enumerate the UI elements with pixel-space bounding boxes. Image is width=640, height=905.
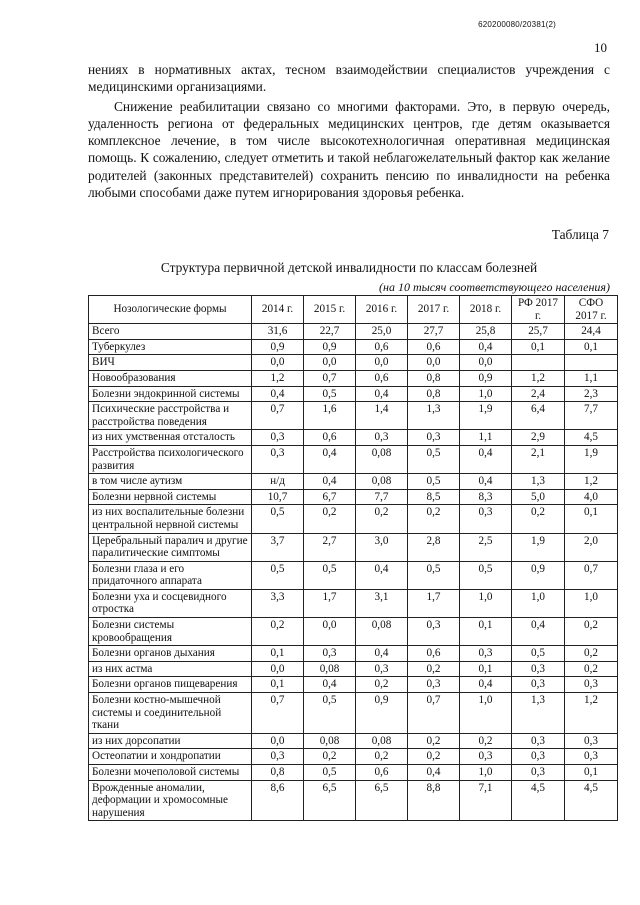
- table-cell: 0,9: [304, 339, 356, 355]
- row-label: из них воспалительные болезни центральной нервной системы: [89, 505, 252, 533]
- column-header-7: СФО 2017 г.: [565, 296, 618, 324]
- table-row: [89, 677, 618, 693]
- table-cell: 22,7: [304, 324, 356, 340]
- table-cell: 0,3: [252, 749, 304, 765]
- table-cell: 1,3: [512, 474, 565, 490]
- table-cell: 3,0: [356, 533, 408, 561]
- table-cell: 0,0: [304, 355, 356, 371]
- table-cell: 8,8: [408, 780, 460, 821]
- row-label: Новообразования: [89, 370, 252, 386]
- table-cell: 0,4: [252, 386, 304, 402]
- table-cell: 0,1: [565, 505, 618, 533]
- table-cell: 0,2: [565, 661, 618, 677]
- table-row: [89, 370, 618, 386]
- table-cell: 2,4: [512, 386, 565, 402]
- row-label: Болезни нервной системы: [89, 489, 252, 505]
- table-cell: 0,1: [460, 618, 512, 646]
- table-cell: 0,3: [408, 430, 460, 446]
- table-cell: 0,5: [408, 474, 460, 490]
- table-cell: 2,9: [512, 430, 565, 446]
- table-cell: 4,5: [512, 780, 565, 821]
- table-cell: 2,0: [565, 533, 618, 561]
- table-row: [89, 339, 618, 355]
- table-cell: 6,5: [356, 780, 408, 821]
- table-cell: 1,3: [512, 693, 565, 734]
- table-cell: 0,4: [460, 677, 512, 693]
- paragraph-rehabilitation: Снижение реабилитации связано со многими факторами. Это, в первую очередь, удаленность региона от федеральных медицинских центров, где детям оказывается комплексное лечение, в том числе высокотехнологичная оперативная медицинская помощь. К сожалению, следует отметить и такой неблагожелательный фактор как желание родителей (законных представителей) сохранить пенсию по инвалидности на ребенка любыми способами даже путем игнорирования здоровья ребенка.: [88, 98, 610, 201]
- table-cell: 0,0: [252, 661, 304, 677]
- table-cell: 25,8: [460, 324, 512, 340]
- row-label: ВИЧ: [89, 355, 252, 371]
- table-cell: 0,5: [408, 561, 460, 589]
- row-label: Болезни уха и сосцевидного отростка: [89, 589, 252, 617]
- column-header-5: 2018 г.: [460, 296, 512, 324]
- table-row: [89, 693, 618, 734]
- table-cell: 3,1: [356, 589, 408, 617]
- table-cell: 0,08: [356, 474, 408, 490]
- table-label: Таблица 7: [551, 227, 609, 242]
- table-cell: [512, 355, 565, 371]
- table-cell: 1,0: [460, 589, 512, 617]
- table-row: [89, 533, 618, 561]
- table-row: [89, 355, 618, 371]
- table-cell: 0,5: [304, 386, 356, 402]
- table-cell: 0,1: [252, 646, 304, 662]
- row-label: Болезни органов пищеварения: [89, 677, 252, 693]
- table-cell: 0,3: [460, 505, 512, 533]
- table-cell: 1,0: [565, 589, 618, 617]
- table-cell: 0,6: [304, 430, 356, 446]
- column-header-1: 2014 г.: [252, 296, 304, 324]
- table-cell: 0,2: [460, 733, 512, 749]
- row-label: Болезни глаза и его придаточного аппарата: [89, 561, 252, 589]
- table-row: [89, 646, 618, 662]
- table-row: [89, 661, 618, 677]
- table-cell: 6,7: [304, 489, 356, 505]
- table-cell: 4,5: [565, 780, 618, 821]
- table-cell: 0,4: [356, 561, 408, 589]
- table-cell: 0,7: [565, 561, 618, 589]
- table-cell: 0,3: [512, 765, 565, 781]
- table-row: [89, 474, 618, 490]
- table-cell: 0,4: [460, 339, 512, 355]
- row-label: Болезни системы кровообращения: [89, 618, 252, 646]
- table-cell: 0,9: [512, 561, 565, 589]
- table-cell: 0,2: [408, 505, 460, 533]
- table-row: [89, 589, 618, 617]
- table-cell: 0,3: [512, 749, 565, 765]
- table-cell: [565, 355, 618, 371]
- table-cell: 7,1: [460, 780, 512, 821]
- table-cell: 3,7: [252, 533, 304, 561]
- table-cell: 1,1: [565, 370, 618, 386]
- table-row: [89, 386, 618, 402]
- column-header-nosology: Нозологические формы: [89, 296, 252, 324]
- table-cell: 0,5: [304, 693, 356, 734]
- table-cell: 25,7: [512, 324, 565, 340]
- table-cell: 0,08: [304, 733, 356, 749]
- table-cell: 25,0: [356, 324, 408, 340]
- table-row: [89, 430, 618, 446]
- table-row: [89, 733, 618, 749]
- table-cell: 1,2: [252, 370, 304, 386]
- row-label: в том числе аутизм: [89, 474, 252, 490]
- disability-table: [88, 295, 618, 821]
- table-cell: 2,7: [304, 533, 356, 561]
- table-cell: 0,2: [408, 749, 460, 765]
- table-cell: 4,5: [565, 430, 618, 446]
- row-label: Болезни костно-мышечной системы и соединительной ткани: [89, 693, 252, 734]
- table-cell: 0,3: [356, 430, 408, 446]
- table-cell: 0,08: [356, 733, 408, 749]
- table-cell: 0,5: [252, 505, 304, 533]
- column-header-6: РФ 2017 г.: [512, 296, 565, 324]
- table-cell: 0,3: [565, 677, 618, 693]
- table-cell: 1,9: [512, 533, 565, 561]
- table-cell: 0,08: [356, 445, 408, 473]
- row-label: Психические расстройства и расстройства поведения: [89, 402, 252, 430]
- table-cell: 0,2: [408, 733, 460, 749]
- column-header-3: 2016 г.: [356, 296, 408, 324]
- table-cell: 0,3: [252, 445, 304, 473]
- table-cell: 7,7: [356, 489, 408, 505]
- table-cell: 0,0: [408, 355, 460, 371]
- row-label: из них астма: [89, 661, 252, 677]
- paragraph-continued: нениях в нормативных актах, тесном взаимодействии специалистов учреждения с медицинскими организациями.: [88, 62, 610, 95]
- column-header-4: 2017 г.: [408, 296, 460, 324]
- table-cell: 0,2: [304, 749, 356, 765]
- row-label: Болезни органов дыхания: [89, 646, 252, 662]
- table-cell: 0,7: [408, 693, 460, 734]
- table-cell: 0,4: [356, 646, 408, 662]
- table-cell: 0,6: [408, 339, 460, 355]
- table-cell: 1,7: [408, 589, 460, 617]
- table-cell: 0,2: [356, 505, 408, 533]
- table-cell: 0,2: [356, 677, 408, 693]
- table-row: [89, 765, 618, 781]
- table-cell: 0,0: [252, 355, 304, 371]
- table-cell: 6,5: [304, 780, 356, 821]
- table-cell: н/д: [252, 474, 304, 490]
- row-label: из них умственная отсталость: [89, 430, 252, 446]
- row-label: Церебральный паралич и другие паралитические симптомы: [89, 533, 252, 561]
- table-cell: 5,0: [512, 489, 565, 505]
- table-cell: 0,3: [356, 661, 408, 677]
- table-cell: 2,3: [565, 386, 618, 402]
- table-cell: 0,1: [512, 339, 565, 355]
- row-label: Остеопатии и хондропатии: [89, 749, 252, 765]
- table-cell: 0,0: [252, 733, 304, 749]
- table-cell: 6,4: [512, 402, 565, 430]
- table-cell: 0,0: [356, 355, 408, 371]
- table-units: (на 10 тысяч соответствующего населения): [379, 280, 610, 294]
- table-cell: 0,7: [252, 693, 304, 734]
- page-number: 10: [594, 40, 607, 55]
- table-cell: 8,6: [252, 780, 304, 821]
- row-label: Расстройства психологического развития: [89, 445, 252, 473]
- table-cell: 0,1: [460, 661, 512, 677]
- table-cell: 0,3: [565, 749, 618, 765]
- table-cell: 1,0: [460, 693, 512, 734]
- table-cell: 1,2: [565, 474, 618, 490]
- table-cell: 0,8: [252, 765, 304, 781]
- table-cell: 0,3: [460, 646, 512, 662]
- table-row: [89, 324, 618, 340]
- table-cell: 0,1: [565, 339, 618, 355]
- table-cell: 0,3: [512, 661, 565, 677]
- table-cell: 0,5: [304, 561, 356, 589]
- table-cell: 0,8: [408, 386, 460, 402]
- table-cell: 0,4: [460, 474, 512, 490]
- table-cell: 1,9: [565, 445, 618, 473]
- row-label: Болезни мочеполовой системы: [89, 765, 252, 781]
- table-cell: 0,2: [565, 646, 618, 662]
- table-title: Структура первичной детской инвалидности по классам болезней: [160, 260, 538, 275]
- table-cell: 0,3: [565, 733, 618, 749]
- table-cell: 0,3: [512, 677, 565, 693]
- table-cell: 0,5: [512, 646, 565, 662]
- table-cell: 1,3: [408, 402, 460, 430]
- table-cell: 27,7: [408, 324, 460, 340]
- table-cell: 0,4: [408, 765, 460, 781]
- table-cell: 1,4: [356, 402, 408, 430]
- table-cell: 0,2: [408, 661, 460, 677]
- table-cell: 1,7: [304, 589, 356, 617]
- table-cell: 24,4: [565, 324, 618, 340]
- row-label: из них дорсопатии: [89, 733, 252, 749]
- table-row: [89, 489, 618, 505]
- table-cell: 2,1: [512, 445, 565, 473]
- table-cell: 0,2: [565, 618, 618, 646]
- table-cell: 8,5: [408, 489, 460, 505]
- table-cell: 8,3: [460, 489, 512, 505]
- table-cell: 0,3: [304, 646, 356, 662]
- table-cell: 0,3: [252, 430, 304, 446]
- table-cell: 0,8: [408, 370, 460, 386]
- document-number: 620200080/20381(2): [478, 20, 556, 29]
- table-cell: 0,0: [304, 618, 356, 646]
- table-cell: 0,2: [512, 505, 565, 533]
- table-cell: 0,5: [252, 561, 304, 589]
- table-cell: 0,1: [565, 765, 618, 781]
- row-label: Всего: [89, 324, 252, 340]
- table-cell: 0,4: [460, 445, 512, 473]
- table-row: [89, 402, 618, 430]
- table-row: [89, 561, 618, 589]
- column-header-2: 2015 г.: [304, 296, 356, 324]
- body-text: [88, 61, 610, 201]
- table-cell: 0,2: [304, 505, 356, 533]
- row-label: Врожденные аномалии, деформации и хромосомные нарушения: [89, 780, 252, 821]
- table-cell: 10,7: [252, 489, 304, 505]
- table-cell: 1,0: [460, 765, 512, 781]
- table-cell: 0,3: [512, 733, 565, 749]
- table-cell: 0,08: [356, 618, 408, 646]
- table-cell: 0,2: [356, 749, 408, 765]
- table-cell: 7,7: [565, 402, 618, 430]
- table-cell: 1,9: [460, 402, 512, 430]
- table-row: [89, 445, 618, 473]
- table-cell: 0,6: [408, 646, 460, 662]
- table-cell: 0,08: [304, 661, 356, 677]
- table-cell: 1,0: [460, 386, 512, 402]
- table-cell: 0,1: [252, 677, 304, 693]
- table-cell: 0,3: [408, 618, 460, 646]
- table-cell: 0,6: [356, 765, 408, 781]
- table-cell: 3,3: [252, 589, 304, 617]
- table-cell: 1,2: [512, 370, 565, 386]
- table-cell: 0,7: [304, 370, 356, 386]
- table-cell: 0,5: [304, 765, 356, 781]
- table-cell: 4,0: [565, 489, 618, 505]
- table-cell: 2,8: [408, 533, 460, 561]
- table-cell: 0,4: [356, 386, 408, 402]
- table-cell: 0,4: [512, 618, 565, 646]
- table-cell: 0,5: [460, 561, 512, 589]
- table-row: [89, 780, 618, 821]
- table-cell: 0,9: [356, 693, 408, 734]
- table-cell: 2,5: [460, 533, 512, 561]
- table-row: [89, 505, 618, 533]
- table-cell: 31,6: [252, 324, 304, 340]
- table-cell: 0,3: [460, 749, 512, 765]
- table-cell: 1,1: [460, 430, 512, 446]
- table-cell: 0,9: [460, 370, 512, 386]
- table-cell: 0,2: [252, 618, 304, 646]
- table-cell: 1,2: [565, 693, 618, 734]
- table-row: [89, 749, 618, 765]
- row-label: Туберкулез: [89, 339, 252, 355]
- table-cell: 0,4: [304, 445, 356, 473]
- table-cell: 0,4: [304, 474, 356, 490]
- row-label: Болезни эндокринной системы: [89, 386, 252, 402]
- table-cell: 0,5: [408, 445, 460, 473]
- table-cell: 1,6: [304, 402, 356, 430]
- table-cell: 0,7: [252, 402, 304, 430]
- table-cell: 0,6: [356, 370, 408, 386]
- table-row: [89, 618, 618, 646]
- table-cell: 0,3: [408, 677, 460, 693]
- table-body: [89, 324, 618, 821]
- table-cell: 1,0: [512, 589, 565, 617]
- table-cell: 0,0: [460, 355, 512, 371]
- table-header-row: [89, 296, 618, 324]
- table-cell: 0,9: [252, 339, 304, 355]
- table-cell: 0,4: [304, 677, 356, 693]
- table-cell: 0,6: [356, 339, 408, 355]
